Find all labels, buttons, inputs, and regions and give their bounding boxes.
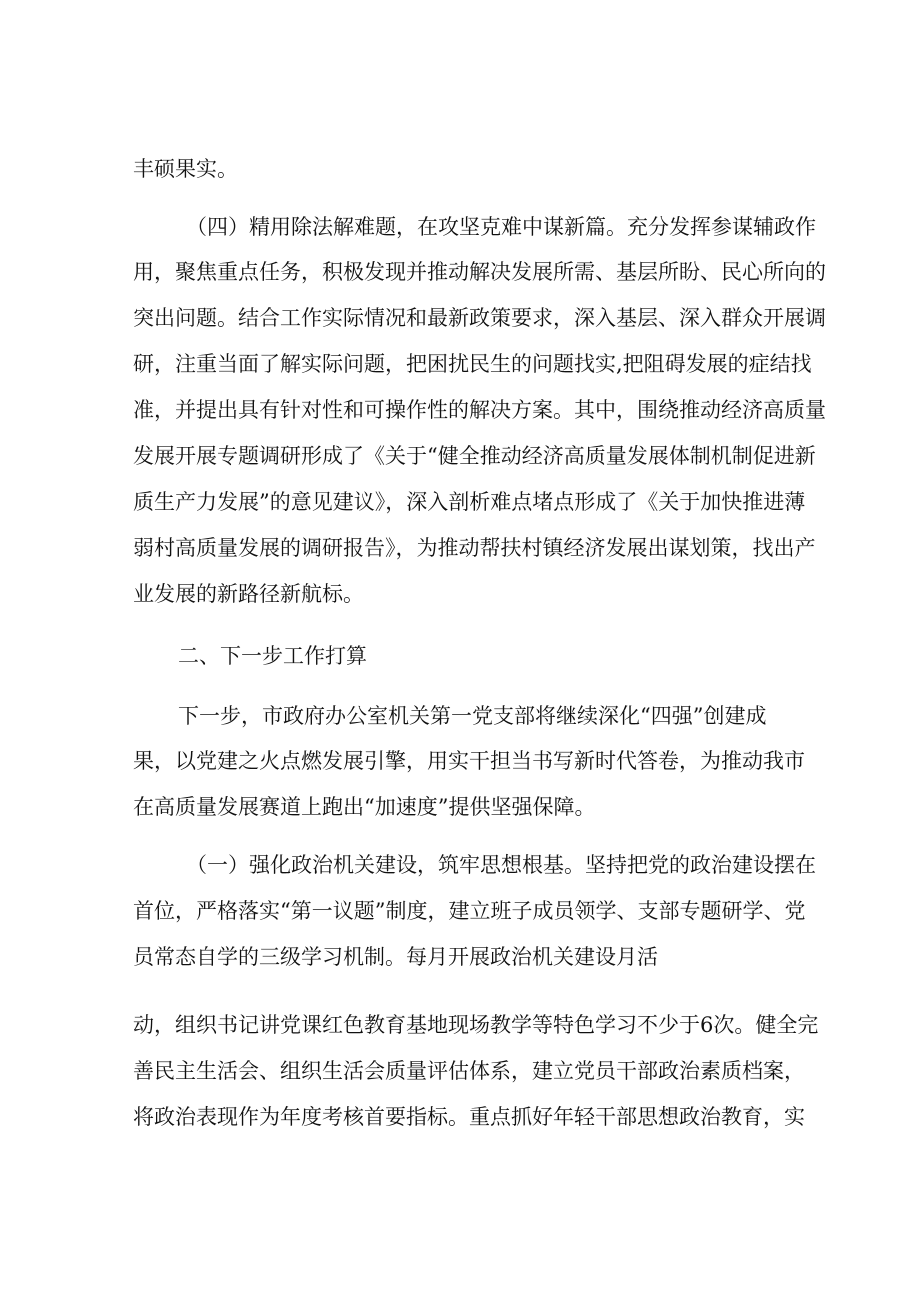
section-one-heading-line: （一）强化政治机关建设，筑牢思想根基。坚持把党的政治建设摆在 [186,853,816,877]
text-line: 准，并提出具有针对性和可操作性的解决方案。其中，围绕推动经济高质量 [133,398,826,422]
text-line: 善民主生活会、组织生活会质量评估体系，建立党员干部政治素质档案， [133,1059,805,1083]
text-line: 将政治表现作为年度考核首要指标。重点抓好年轻干部思想政治教育，实 [133,1105,805,1129]
text-line: 首位，严格落实“第一议题”制度，建立班子成员领学、支部专题研学、党 [133,899,806,923]
text-line: 丰硕果实。 [133,157,238,181]
text-line: 质生产力发展”的意见建议》，深入剖析难点堵点形成了《关于加快推进薄 [133,490,806,514]
text-line: 动，组织书记讲党课红色教育基地现场教学等特色学习不少于6次。健全完 [133,1013,819,1037]
section-two-heading: 二、下一步工作打算 [178,644,367,668]
text-line: 用，聚焦重点任务，积极发现并推动解决发展所需、基层所盼、民心所向的 [133,260,826,284]
text-line: 下一步，市政府办公室机关第一党支部将继续深化“四强”创建成 [178,704,767,728]
text-line: 员常态自学的三级学习机制。每月开展政治机关建设月活 [133,945,658,969]
text-line: 发展开展专题调研形成了《关于“健全推动经济高质量发展体制机制促进新 [133,444,816,468]
text-line: 在高质量发展赛道上跑出“加速度”提供坚强保障。 [133,795,596,819]
section-four-heading-line: （四）精用除法解难题，在攻坚克难中谋新篇。充分发挥参谋辅政作 [186,215,816,239]
text-line: 弱村高质量发展的调研报告》，为推动帮扶村镇经济发展出谋划策，找出产 [133,536,816,560]
text-line: 研，注重当面了解实际问题，把困扰民生的问题找实,把阻碍发展的症结找 [133,352,812,376]
text-line: 业发展的新路径新航标。 [133,582,364,606]
text-line: 突出问题。结合工作实际情况和最新政策要求，深入基层、深入群众开展调 [133,306,826,330]
text-line: 果，以党建之火点燃发展引擎，用实干担当书写新时代答卷，为推动我市 [133,749,805,773]
